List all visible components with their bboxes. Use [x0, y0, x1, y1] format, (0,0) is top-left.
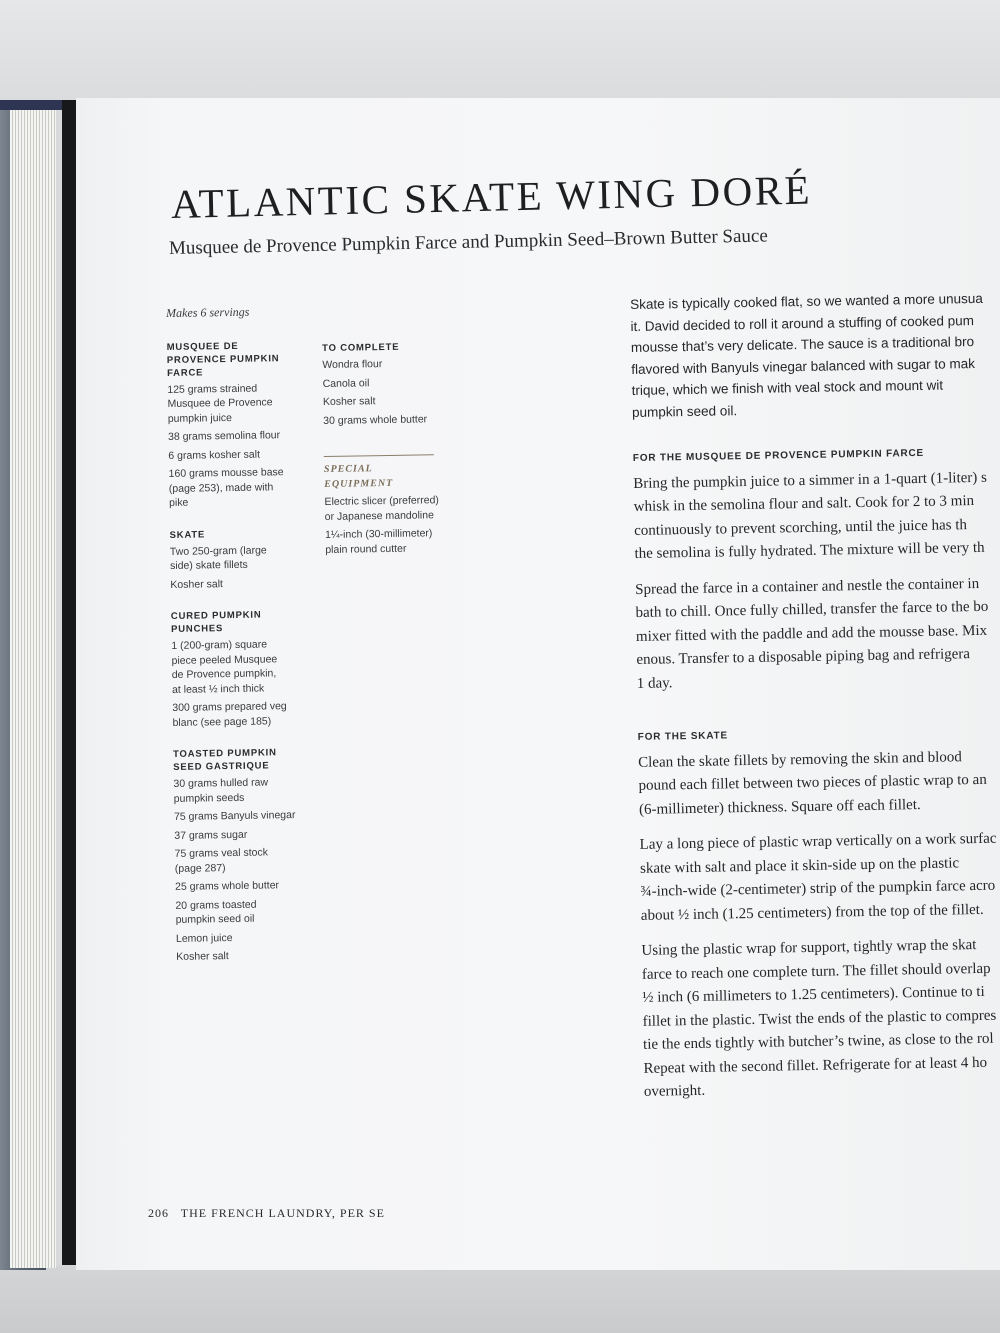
text-line: Repeat with the second fillet. Refrigerate for at least 4 ho — [643, 1054, 988, 1077]
ingredient-item: Kosher salt — [176, 950, 229, 963]
text-line: enous. Transfer to a disposable piping bag and refrigera — [636, 646, 971, 668]
text-line: about ½ inch (1.25 centimeters) from the top of the fillet. — [640, 901, 984, 924]
method-paragraph — [638, 744, 1000, 822]
intro-paragraph — [630, 287, 1000, 423]
ingredient-item: 30 grams hulled raw pumpkin seeds — [173, 776, 269, 805]
ingredient-item: 38 grams semolina flour — [167, 429, 281, 443]
cover-edge — [0, 100, 64, 110]
ingredients-column-1 — [166, 304, 317, 983]
ingredients-column-2 — [322, 340, 455, 561]
ingredient-section-skate — [169, 526, 310, 592]
text-line: mousse that’s very delicate. The sauce is a traditional bro — [630, 334, 975, 355]
servings-note: Makes 6 servings — [166, 304, 250, 320]
ingredient-item: Two 250-gram (large side) skate fillets — [169, 543, 267, 572]
text-line: skate with salt and place it skin-side up on the plastic — [639, 854, 960, 877]
method-paragraph — [633, 465, 1000, 566]
equipment-item: Electric slicer (preferred) or Japanese mandoline — [324, 494, 439, 523]
recipe-subtitle: Musquee de Provence Pumpkin Farce and Pumpkin Seed–Brown Butter Sauce — [168, 225, 768, 259]
text-line: whisk in the semolina flour and salt. Cook for 2 to 3 min — [633, 493, 975, 515]
book-title: THE FRENCH LAUNDRY, PER SE — [180, 1206, 385, 1220]
text-line: ½ inch (6 millimeters to 1.25 centimeters). Continue to ti — [642, 983, 985, 1006]
text-line: mixer fitted with the paddle and add the mousse base. Mix — [635, 622, 988, 645]
text-line: Using the plastic wrap for support, tightly wrap the skat — [641, 937, 977, 959]
ingredient-item: 160 grams mousse base (page 253), made with pike — [168, 466, 284, 509]
text-line: flavored with Banyuls vinegar balanced with sugar to mak — [631, 355, 976, 377]
ingredient-item: 25 grams whole butter — [175, 879, 280, 893]
equipment-section — [324, 454, 456, 557]
ingredient-item: 300 grams prepared veg blanc (see page 185) — [172, 700, 287, 729]
method-paragraph — [641, 933, 1000, 1105]
ingredient-item: 20 grams toasted pumpkin seed oil — [175, 898, 257, 926]
background-top — [0, 0, 1000, 110]
page-number: 206 — [148, 1206, 169, 1220]
ingredient-item: 75 grams veal stock (page 287) — [174, 846, 269, 875]
text-line: Skate is typically cooked flat, so we wanted a more unusua — [630, 290, 983, 312]
ingredient-item: 75 grams Banyuls vinegar — [173, 809, 296, 823]
text-line: ¾-inch-wide (2-centimeter) strip of the pumpkin farce acro — [640, 877, 996, 900]
text-line: continuously to prevent scorching, until the juice has th — [633, 516, 968, 539]
text-line: Bring the pumpkin juice to a simmer in a 1-quart (1-liter) s — [633, 469, 988, 492]
book-page — [76, 98, 1000, 1270]
ingredient-item: Canola oil — [322, 376, 370, 390]
section-heading: CURED PUMPKIN PUNCHES — [170, 609, 262, 635]
ingredient-section-farce — [167, 338, 310, 510]
method-column — [630, 287, 1000, 1117]
text-line: overnight. — [643, 1082, 706, 1100]
ingredient-section-cured — [171, 608, 313, 730]
text-line: bath to chill. Once fully chilled, transfer the farce to the bo — [635, 598, 989, 621]
text-line: fillet in the plastic. Twist the ends of the plastic to compres — [642, 1007, 997, 1030]
method-paragraph — [635, 571, 1000, 696]
background-bottom — [0, 1265, 1000, 1333]
method-heading-skate: FOR THE SKATE — [637, 730, 729, 743]
method-heading-farce: FOR THE MUSQUEE DE PROVENCE PUMPKIN FARCE — [632, 447, 925, 464]
ingredient-section-complete — [322, 340, 453, 428]
text-line: trique, which we finish with veal stock and mount wit — [631, 377, 944, 398]
section-heading: TOASTED PUMPKIN SEED GASTRIQUE — [172, 747, 277, 773]
text-line: pound each fillet between two pieces of plastic wrap to an — [638, 771, 987, 794]
equipment-heading: SPECIAL EQUIPMENT — [324, 454, 435, 492]
text-line: pumpkin seed oil. — [631, 402, 738, 420]
text-line: Lay a long piece of plastic wrap vertically on a work surfac — [639, 830, 997, 853]
text-line: Spread the farce in a container and nestle the container in — [635, 575, 980, 598]
section-heading: SKATE — [169, 528, 206, 541]
method-paragraph — [639, 827, 1000, 928]
equipment-item: 1¼-inch (30-millimeter) plain round cutter — [324, 527, 433, 556]
ingredient-item: 1 (200-gram) square piece peeled Musquee de Provence pumpkin, at least ½ inch thick — [171, 638, 278, 696]
text-line: tie the ends tightly with butcher’s twine, as close to the rol — [642, 1030, 994, 1053]
recipe-title: ATLANTIC SKATE WING DORÉ — [170, 166, 813, 227]
text-line: (6-millimeter) thickness. Square off each fillet. — [638, 796, 921, 818]
text-line: farce to reach one complete turn. The fillet should overlap — [641, 960, 991, 983]
ingredient-item: Kosher salt — [322, 395, 376, 408]
ingredient-item: Wondra flour — [322, 358, 383, 371]
ingredient-item: 30 grams whole butter — [323, 412, 428, 427]
ingredient-section-gastrique — [173, 746, 316, 965]
book-spine — [62, 100, 76, 1265]
text-line: 1 day. — [636, 674, 673, 692]
text-line: it. David decided to roll it around a stuffing of cooked pum — [630, 312, 975, 334]
section-heading: TO COMPLETE — [322, 341, 400, 354]
ingredient-item: Lemon juice — [175, 931, 233, 945]
text-line: Clean the skate fillets by removing the skin and blood — [638, 748, 962, 771]
page-footer — [148, 1206, 385, 1221]
ingredient-item: Kosher salt — [170, 577, 223, 591]
page-edges — [10, 108, 56, 1268]
section-heading: MUSQUEE DE PROVENCE PUMPKIN FARCE — [166, 340, 280, 379]
ingredient-item: 125 grams strained Musquee de Provence pumpkin juice — [167, 382, 273, 425]
ingredient-item: 37 grams sugar — [174, 828, 248, 842]
text-line: the semolina is fully hydrated. The mixture will be very th — [634, 539, 985, 562]
ingredient-item: 6 grams kosher salt — [168, 448, 261, 462]
